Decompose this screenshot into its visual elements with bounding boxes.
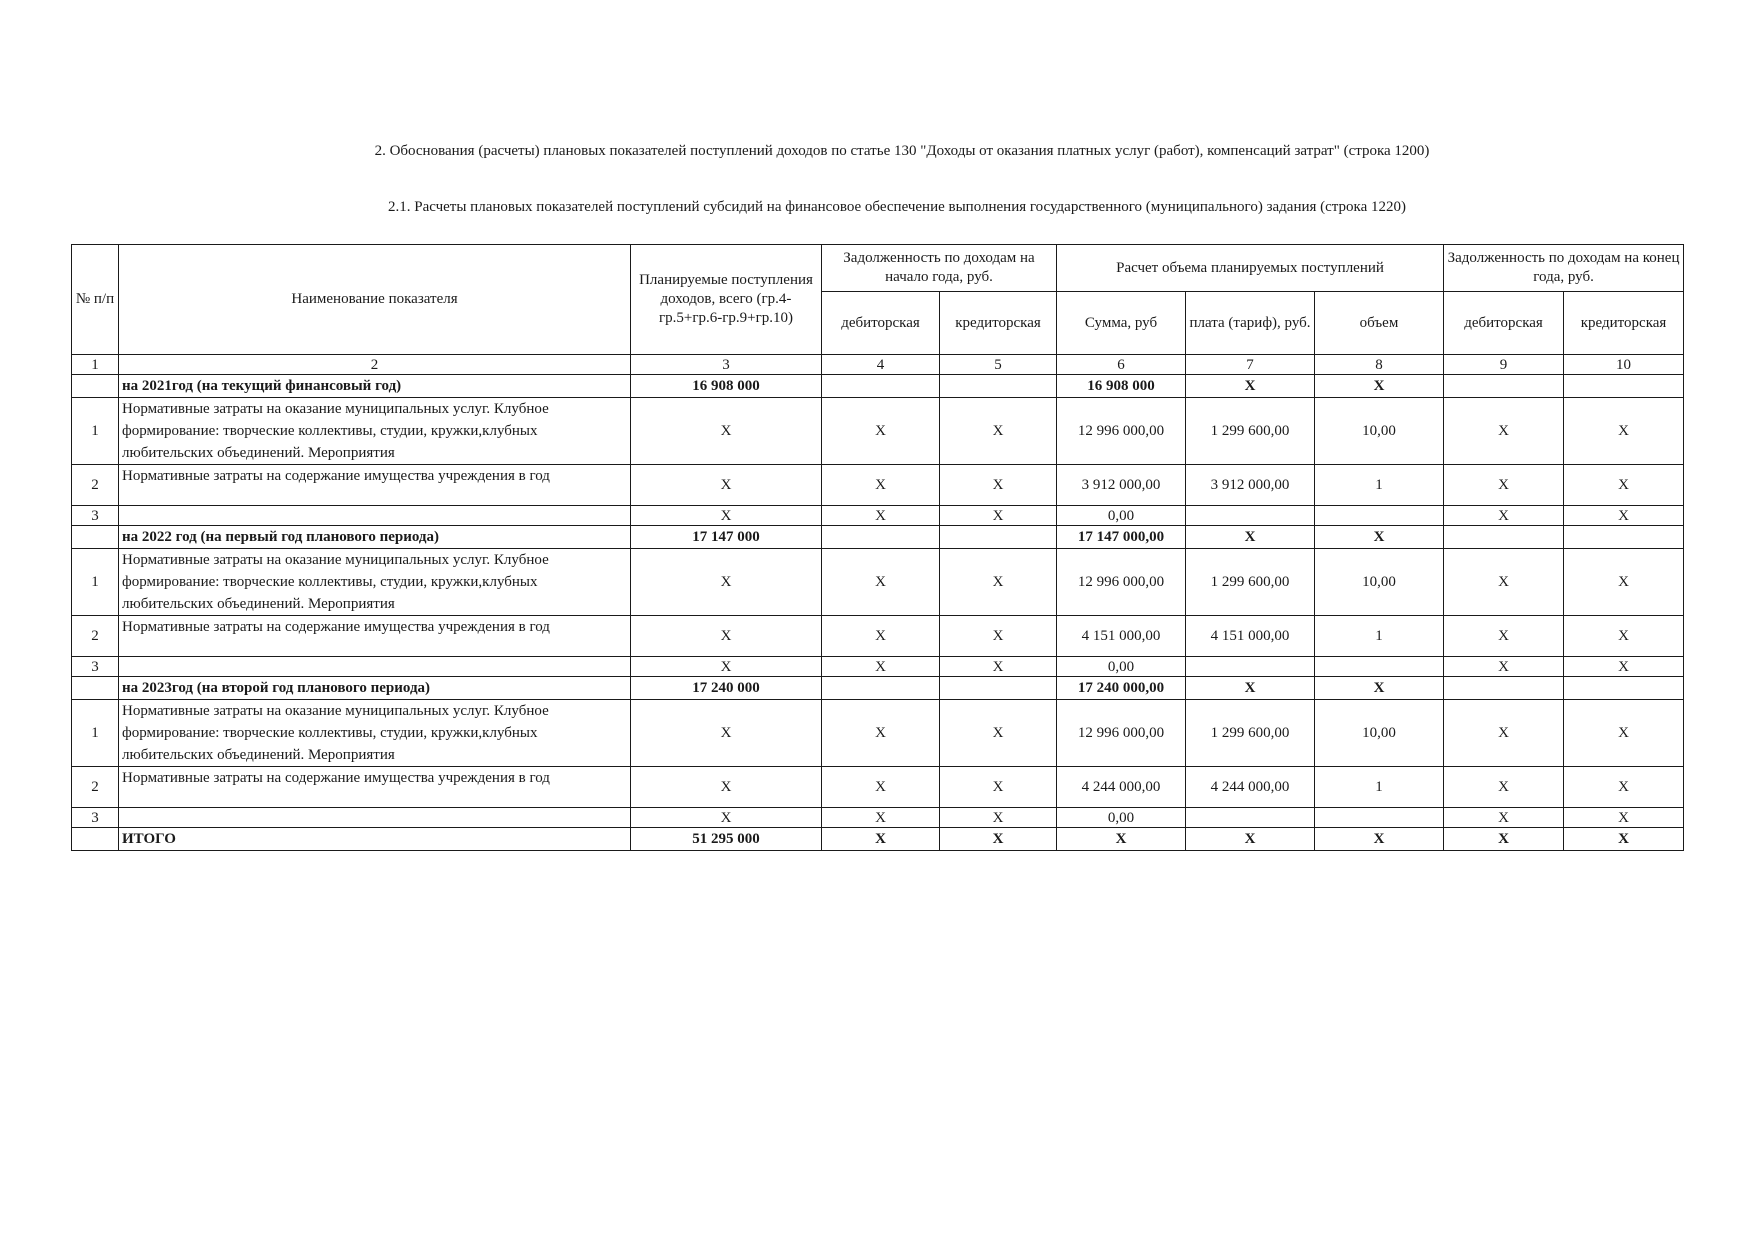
planned-income-cell: X bbox=[631, 767, 822, 808]
row-num-cell: 1 bbox=[72, 398, 119, 465]
calc-volume-cell bbox=[1315, 657, 1444, 677]
total-row bbox=[72, 828, 1684, 851]
debit-end-cell: X bbox=[1444, 767, 1564, 808]
document-subtitle: 2.1. Расчеты плановых показателей поступлений субсидий на финансовое обеспечение выполнения государственного (муниципального) задания (строка 1220) bbox=[387, 199, 1407, 215]
debit-start-cell bbox=[822, 526, 940, 549]
table-row bbox=[72, 808, 1684, 828]
row-num-cell bbox=[72, 828, 119, 851]
header-credit-start: кредиторская bbox=[940, 292, 1057, 355]
calc-volume-cell: X bbox=[1315, 677, 1444, 700]
debit-end-cell: X bbox=[1444, 506, 1564, 526]
debit-end-cell: X bbox=[1444, 700, 1564, 767]
credit-end-cell: X bbox=[1564, 506, 1684, 526]
indicator-name-cell: Нормативные затраты на оказание муниципальных услуг. Клубное формирование: творческие коллективы, студии, кружки,клубных любительских объединений. Мероприятия bbox=[119, 549, 631, 616]
row-num-cell: 1 bbox=[72, 549, 119, 616]
planned-income-cell: X bbox=[631, 465, 822, 506]
calc-fee-cell bbox=[1186, 657, 1315, 677]
row-num-cell: 2 bbox=[72, 616, 119, 657]
credit-end-cell: X bbox=[1564, 549, 1684, 616]
row-num-cell bbox=[72, 677, 119, 700]
calc-fee-cell: X bbox=[1186, 526, 1315, 549]
credit-end-cell: X bbox=[1564, 700, 1684, 767]
table-row bbox=[72, 506, 1684, 526]
credit-start-cell: X bbox=[940, 398, 1057, 465]
table-row bbox=[72, 657, 1684, 677]
header-row-top bbox=[72, 245, 1684, 292]
indicator-name-cell bbox=[119, 657, 631, 677]
calc-sum-cell: 12 996 000,00 bbox=[1057, 398, 1186, 465]
calc-fee-cell: 1 299 600,00 bbox=[1186, 549, 1315, 616]
calc-volume-cell: X bbox=[1315, 526, 1444, 549]
header-sum: Сумма, руб bbox=[1057, 292, 1186, 355]
planned-income-cell: 16 908 000 bbox=[631, 375, 822, 398]
debit-end-cell: X bbox=[1444, 828, 1564, 851]
calc-volume-cell bbox=[1315, 506, 1444, 526]
credit-start-cell: X bbox=[940, 828, 1057, 851]
calc-sum-cell: 4 151 000,00 bbox=[1057, 616, 1186, 657]
calc-volume-cell: 10,00 bbox=[1315, 549, 1444, 616]
header-fee: плата (тариф), руб. bbox=[1186, 292, 1315, 355]
table-row bbox=[72, 465, 1684, 506]
planned-income-cell: X bbox=[631, 700, 822, 767]
planned-income-cell: 51 295 000 bbox=[631, 828, 822, 851]
calc-volume-cell: X bbox=[1315, 375, 1444, 398]
row-num-cell: 2 bbox=[72, 767, 119, 808]
credit-start-cell bbox=[940, 526, 1057, 549]
calc-volume-cell: X bbox=[1315, 828, 1444, 851]
planned-income-cell: X bbox=[631, 398, 822, 465]
calc-fee-cell: 1 299 600,00 bbox=[1186, 700, 1315, 767]
col-number: 5 bbox=[940, 355, 1057, 375]
planned-income-cell: X bbox=[631, 808, 822, 828]
calc-fee-cell: X bbox=[1186, 828, 1315, 851]
col-number: 4 bbox=[822, 355, 940, 375]
calc-fee-cell: 3 912 000,00 bbox=[1186, 465, 1315, 506]
credit-end-cell bbox=[1564, 526, 1684, 549]
credit-start-cell: X bbox=[940, 465, 1057, 506]
calc-sum-cell: 12 996 000,00 bbox=[1057, 549, 1186, 616]
year-section-row bbox=[72, 375, 1684, 398]
calc-fee-cell: 4 244 000,00 bbox=[1186, 767, 1315, 808]
credit-start-cell bbox=[940, 375, 1057, 398]
debit-start-cell bbox=[822, 375, 940, 398]
calc-fee-cell: X bbox=[1186, 677, 1315, 700]
indicator-name-cell: Нормативные затраты на оказание муниципальных услуг. Клубное формирование: творческие коллективы, студии, кружки,клубных любительских объединений. Мероприятия bbox=[119, 398, 631, 465]
credit-end-cell: X bbox=[1564, 465, 1684, 506]
row-num-cell: 2 bbox=[72, 465, 119, 506]
calc-sum-cell: 3 912 000,00 bbox=[1057, 465, 1186, 506]
credit-start-cell: X bbox=[940, 700, 1057, 767]
debit-start-cell: X bbox=[822, 465, 940, 506]
debit-end-cell: X bbox=[1444, 616, 1564, 657]
col-number: 10 bbox=[1564, 355, 1684, 375]
debit-start-cell: X bbox=[822, 549, 940, 616]
header-debit-start: дебиторская bbox=[822, 292, 940, 355]
row-num-cell: 3 bbox=[72, 506, 119, 526]
column-number-row bbox=[72, 355, 1684, 375]
debit-start-cell: X bbox=[822, 700, 940, 767]
table-row bbox=[72, 549, 1684, 616]
table-row bbox=[72, 767, 1684, 808]
calc-volume-cell: 1 bbox=[1315, 767, 1444, 808]
debit-start-cell: X bbox=[822, 616, 940, 657]
header-num: № п/п bbox=[72, 245, 119, 355]
calc-fee-cell bbox=[1186, 808, 1315, 828]
planned-income-cell: 17 147 000 bbox=[631, 526, 822, 549]
col-number: 8 bbox=[1315, 355, 1444, 375]
debit-end-cell bbox=[1444, 375, 1564, 398]
debit-start-cell: X bbox=[822, 506, 940, 526]
calc-sum-cell: 17 147 000,00 bbox=[1057, 526, 1186, 549]
row-num-cell bbox=[72, 526, 119, 549]
credit-start-cell: X bbox=[940, 657, 1057, 677]
indicator-name-cell: на 2021год (на текущий финансовый год) bbox=[119, 375, 631, 398]
header-debt-start: Задолженность по доходам на начало года, руб. bbox=[822, 245, 1057, 292]
col-number: 1 bbox=[72, 355, 119, 375]
col-number: 3 bbox=[631, 355, 822, 375]
debit-start-cell: X bbox=[822, 767, 940, 808]
credit-start-cell bbox=[940, 677, 1057, 700]
debit-end-cell: X bbox=[1444, 657, 1564, 677]
indicator-name-cell: ИТОГО bbox=[119, 828, 631, 851]
debit-start-cell: X bbox=[822, 657, 940, 677]
credit-end-cell: X bbox=[1564, 616, 1684, 657]
header-planned: Планируемые поступления доходов, всего (гр.4-гр.5+гр.6-гр.9+гр.10) bbox=[631, 245, 822, 355]
debit-start-cell: X bbox=[822, 828, 940, 851]
calc-sum-cell: 17 240 000,00 bbox=[1057, 677, 1186, 700]
indicator-name-cell: Нормативные затраты на оказание муниципальных услуг. Клубное формирование: творческие коллективы, студии, кружки,клубных любительских объединений. Мероприятия bbox=[119, 700, 631, 767]
indicator-name-cell: Нормативные затраты на содержание имущества учреждения в год bbox=[119, 465, 631, 506]
debit-end-cell bbox=[1444, 526, 1564, 549]
calc-sum-cell: 0,00 bbox=[1057, 506, 1186, 526]
year-section-row bbox=[72, 677, 1684, 700]
header-calc: Расчет объема планируемых поступлений bbox=[1057, 245, 1444, 292]
calc-volume-cell: 1 bbox=[1315, 465, 1444, 506]
calc-sum-cell: 0,00 bbox=[1057, 657, 1186, 677]
credit-start-cell: X bbox=[940, 616, 1057, 657]
planned-income-cell: X bbox=[631, 506, 822, 526]
indicator-name-cell: Нормативные затраты на содержание имущества учреждения в год bbox=[119, 616, 631, 657]
year-section-row bbox=[72, 526, 1684, 549]
indicator-name-cell bbox=[119, 506, 631, 526]
indicator-name-cell: на 2023год (на второй год планового периода) bbox=[119, 677, 631, 700]
document-title: 2. Обоснования (расчеты) плановых показателей поступлений доходов по статье 130 "Доходы от оказания платных услуг (работ), компенсаций затрат" (строка 1200) bbox=[374, 143, 1430, 159]
credit-start-cell: X bbox=[940, 767, 1057, 808]
debit-start-cell: X bbox=[822, 808, 940, 828]
row-num-cell bbox=[72, 375, 119, 398]
income-calculation-table bbox=[71, 244, 1684, 851]
credit-end-cell: X bbox=[1564, 767, 1684, 808]
indicator-name-cell bbox=[119, 808, 631, 828]
col-number: 2 bbox=[119, 355, 631, 375]
col-number: 7 bbox=[1186, 355, 1315, 375]
calc-sum-cell: 16 908 000 bbox=[1057, 375, 1186, 398]
credit-end-cell: X bbox=[1564, 398, 1684, 465]
planned-income-cell: X bbox=[631, 549, 822, 616]
credit-end-cell bbox=[1564, 375, 1684, 398]
debit-start-cell bbox=[822, 677, 940, 700]
calc-fee-cell: X bbox=[1186, 375, 1315, 398]
calc-volume-cell: 10,00 bbox=[1315, 398, 1444, 465]
calc-sum-cell: X bbox=[1057, 828, 1186, 851]
indicator-name-cell: Нормативные затраты на содержание имущества учреждения в год bbox=[119, 767, 631, 808]
debit-end-cell: X bbox=[1444, 398, 1564, 465]
debit-start-cell: X bbox=[822, 398, 940, 465]
calc-volume-cell: 10,00 bbox=[1315, 700, 1444, 767]
calc-volume-cell: 1 bbox=[1315, 616, 1444, 657]
calc-fee-cell: 1 299 600,00 bbox=[1186, 398, 1315, 465]
calc-sum-cell: 12 996 000,00 bbox=[1057, 700, 1186, 767]
row-num-cell: 3 bbox=[72, 657, 119, 677]
planned-income-cell: 17 240 000 bbox=[631, 677, 822, 700]
row-num-cell: 3 bbox=[72, 808, 119, 828]
debit-end-cell: X bbox=[1444, 808, 1564, 828]
header-volume: объем bbox=[1315, 292, 1444, 355]
col-number: 6 bbox=[1057, 355, 1186, 375]
debit-end-cell bbox=[1444, 677, 1564, 700]
planned-income-cell: X bbox=[631, 657, 822, 677]
calc-fee-cell bbox=[1186, 506, 1315, 526]
credit-start-cell: X bbox=[940, 808, 1057, 828]
credit-end-cell: X bbox=[1564, 808, 1684, 828]
credit-end-cell: X bbox=[1564, 657, 1684, 677]
indicator-name-cell: на 2022 год (на первый год планового периода) bbox=[119, 526, 631, 549]
header-credit-end: кредиторская bbox=[1564, 292, 1684, 355]
table-row bbox=[72, 398, 1684, 465]
calc-sum-cell: 4 244 000,00 bbox=[1057, 767, 1186, 808]
table-row bbox=[72, 616, 1684, 657]
calc-volume-cell bbox=[1315, 808, 1444, 828]
header-debt-end: Задолженность по доходам на конец года, руб. bbox=[1444, 245, 1684, 292]
credit-end-cell: X bbox=[1564, 828, 1684, 851]
debit-end-cell: X bbox=[1444, 465, 1564, 506]
credit-end-cell bbox=[1564, 677, 1684, 700]
header-debit-end: дебиторская bbox=[1444, 292, 1564, 355]
calc-sum-cell: 0,00 bbox=[1057, 808, 1186, 828]
credit-start-cell: X bbox=[940, 506, 1057, 526]
planned-income-cell: X bbox=[631, 616, 822, 657]
row-num-cell: 1 bbox=[72, 700, 119, 767]
credit-start-cell: X bbox=[940, 549, 1057, 616]
col-number: 9 bbox=[1444, 355, 1564, 375]
debit-end-cell: X bbox=[1444, 549, 1564, 616]
header-name: Наименование показателя bbox=[119, 245, 631, 355]
table-row bbox=[72, 700, 1684, 767]
calc-fee-cell: 4 151 000,00 bbox=[1186, 616, 1315, 657]
